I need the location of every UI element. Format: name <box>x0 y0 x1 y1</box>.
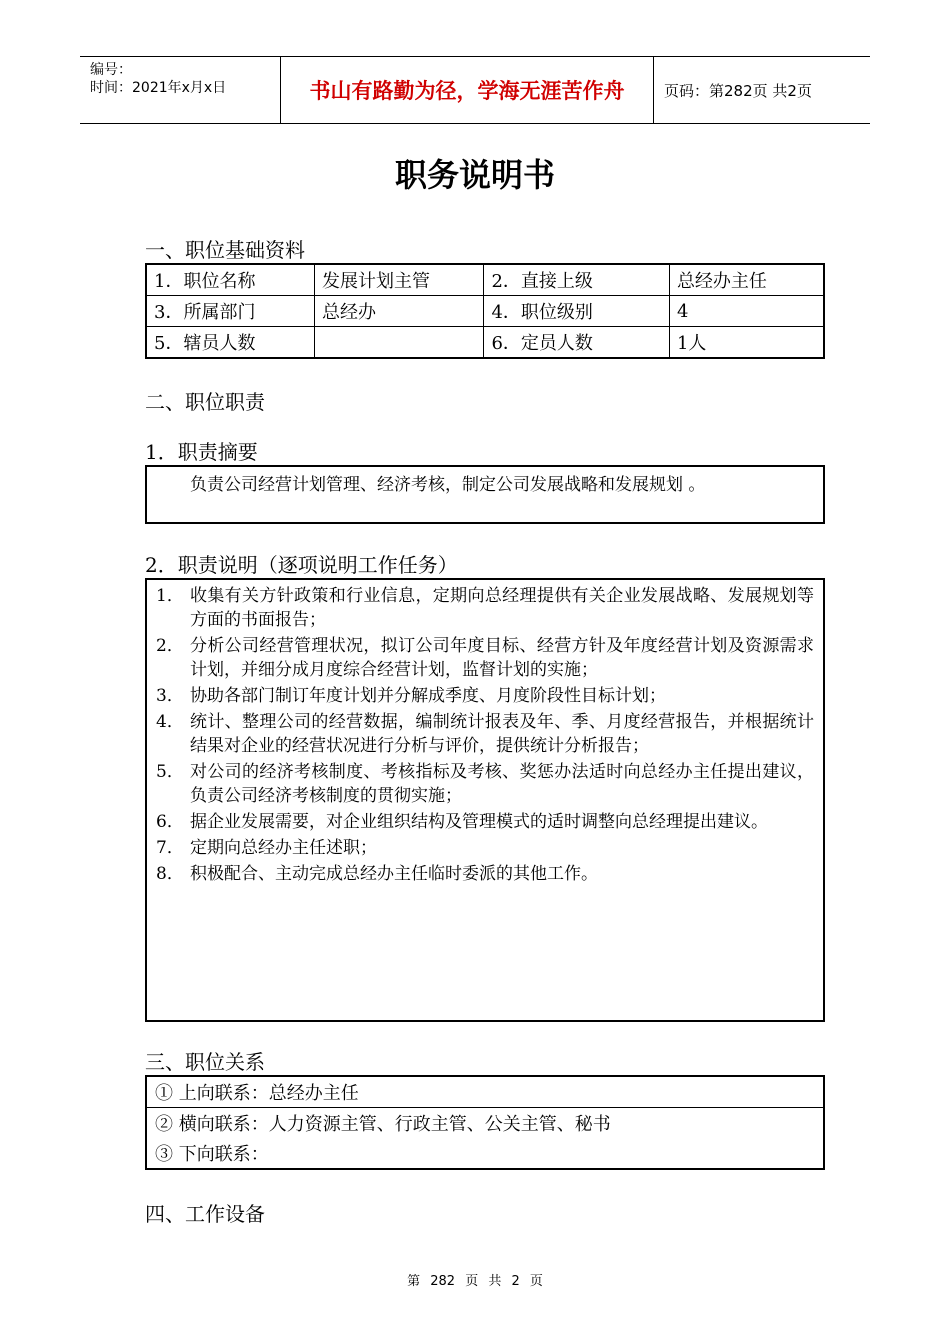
list-item <box>156 684 814 708</box>
duty-number: 2． <box>156 636 184 656</box>
table-row <box>146 1138 824 1169</box>
downward-relation: ③ 下向联系： <box>155 1144 269 1165</box>
table-cell: 发展计划主管 <box>315 264 484 296</box>
duty-number: 7． <box>156 838 184 858</box>
duty-number: 1． <box>156 586 184 606</box>
duty-text: 收集有关方针政策和行业信息，定期向总经理提供有关企业发展战略、发展规划等方面的书面报告； <box>190 586 814 630</box>
duty-number: 3． <box>156 686 184 706</box>
duty-text: 积极配合、主动完成总经办主任临时委派的其他工作。 <box>190 864 598 884</box>
duty-number: 4． <box>156 712 184 732</box>
duty-text: 对公司的经济考核制度、考核指标及考核、奖惩办法适时向总经办主任提出建议，负责公司经济考核制度的贯彻实施； <box>190 762 814 806</box>
list-item <box>156 862 814 886</box>
duty-details-heading: 2．职责说明（逐项说明工作任务） <box>145 553 458 577</box>
table-cell: 6．定员人数 <box>484 327 669 359</box>
table-row <box>146 1076 824 1108</box>
duty-text: 协助各部门制订年度计划并分解成季度、月度阶段性目标计划； <box>190 686 666 706</box>
table-cell: 总经办 <box>315 296 484 327</box>
list-item <box>156 710 814 758</box>
duty-text: 定期向总经办主任述职； <box>190 838 377 858</box>
table-cell: 4．职位级别 <box>484 296 669 327</box>
section-duties-heading: 二、职位职责 <box>145 390 265 414</box>
duty-number: 8． <box>156 864 184 884</box>
page-footer: 第 282 页 共 2 页 <box>407 1274 543 1289</box>
list-item <box>156 760 814 808</box>
table-cell: 1．职位名称 <box>146 264 315 296</box>
duty-summary-heading: 1．职责摘要 <box>145 440 258 464</box>
duty-text: 统计、整理公司的经营数据，编制统计报表及年、季、月度经营报告，并根据统计结果对企业的经营状况进行分析与评价，提供统计分析报告； <box>190 712 814 756</box>
table-cell <box>315 327 484 359</box>
upward-relation: ① 上向联系：总经办主任 <box>155 1083 359 1104</box>
duty-number: 6． <box>156 812 184 832</box>
duty-details-box <box>145 578 825 1022</box>
duty-number: 5． <box>156 762 184 782</box>
duty-summary-text: 负责公司经营计划管理、经济考核，制定公司发展战略和发展规划 。 <box>190 475 706 495</box>
list-item <box>156 836 814 860</box>
table-row <box>146 327 824 359</box>
table-cell: 1人 <box>669 327 824 359</box>
header-motto: 书山有路勤为径，学海无涯苦作舟 <box>280 57 654 123</box>
time-label: 时间：2021年x月x日 <box>90 80 227 96</box>
lateral-relation: ② 横向联系：人力资源主管、行政主管、公关主管、秘书 <box>155 1114 611 1135</box>
page-header <box>80 56 870 124</box>
duty-text: 分析公司经营管理状况，拟订公司年度目标、经营方针及年度经营计划及资源需求计划，并细分成月度综合经营计划，监督计划的实施； <box>190 636 814 680</box>
table-cell: 4 <box>669 296 824 327</box>
header-meta <box>80 57 280 123</box>
table-cell: 总经办主任 <box>669 264 824 296</box>
table-cell: 2．直接上级 <box>484 264 669 296</box>
section-relations-heading: 三、职位关系 <box>145 1050 265 1074</box>
duty-text: 据企业发展需要，对企业组织结构及管理模式的适时调整向总经理提出建议。 <box>190 812 768 832</box>
relations-table <box>145 1075 825 1170</box>
list-item <box>156 810 814 834</box>
serial-number-label: 编号： <box>90 62 132 78</box>
list-item <box>156 584 814 632</box>
table-row <box>146 1108 824 1139</box>
section-basic-info-heading: 一、职位基础资料 <box>145 238 305 262</box>
list-item <box>156 634 814 682</box>
duty-summary-box <box>145 465 825 524</box>
table-cell: 3．所属部门 <box>146 296 315 327</box>
basic-info-table <box>145 263 825 359</box>
table-row <box>146 296 824 327</box>
header-page-info: 页码：第282页 共2页 <box>664 81 812 100</box>
page-title: 职务说明书 <box>394 156 555 194</box>
section-equipment-heading: 四、工作设备 <box>145 1202 265 1226</box>
table-cell: 5．辖员人数 <box>146 327 315 359</box>
table-row <box>146 264 824 296</box>
